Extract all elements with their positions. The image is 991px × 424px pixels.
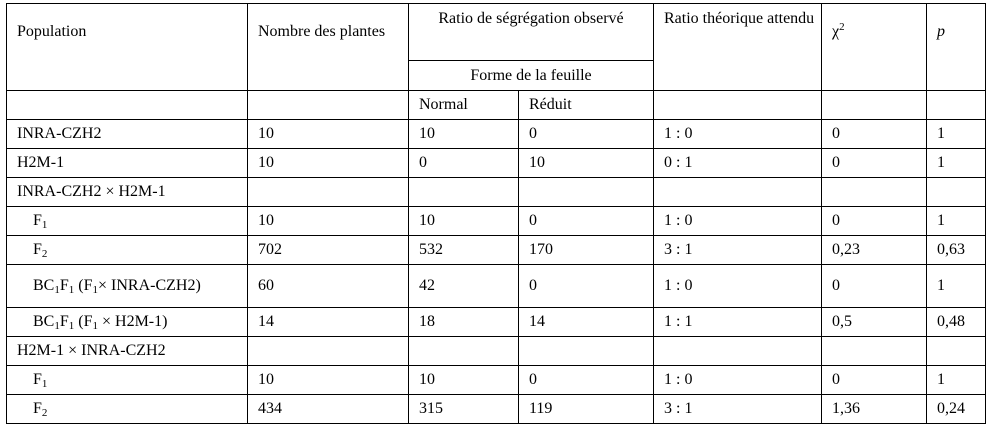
- cell-ratio: 3 : 1: [654, 236, 822, 265]
- cell-chi2: 0: [822, 366, 927, 395]
- cell-p: 0,48: [927, 308, 986, 337]
- cell-ratio: 1 : 1: [654, 308, 822, 337]
- header-ratio-theorique: Ratio théorique attendu: [654, 4, 822, 61]
- cell-chi2: 0: [822, 149, 927, 178]
- cell-p: 1: [927, 207, 986, 236]
- cell-population: $BC_1F_1$ ($F_1\times$ INRA-CZH2): [7, 265, 248, 308]
- header-cell-empty: [822, 61, 927, 91]
- header-cell-empty: [248, 61, 409, 91]
- cell-chi2: 0: [822, 120, 927, 149]
- table-row: [7, 207, 986, 236]
- header-cell-empty: [927, 61, 986, 91]
- cell-normal: 10: [409, 120, 519, 149]
- cell-nombre: 702: [248, 236, 409, 265]
- cell-normal: 18: [409, 308, 519, 337]
- header-nombre: Nombre des plantes: [248, 4, 409, 61]
- cell-empty: [654, 337, 822, 366]
- table-row: [7, 366, 986, 395]
- cell-p: 0,63: [927, 236, 986, 265]
- cell-empty: [409, 178, 519, 207]
- cell-chi2: 0: [822, 265, 927, 308]
- header-cell-empty: [822, 91, 927, 120]
- cell-normal: 315: [409, 395, 519, 424]
- table-row: [7, 236, 986, 265]
- table-row: [7, 265, 986, 308]
- cell-reduit: 119: [519, 395, 654, 424]
- cell-empty: [822, 337, 927, 366]
- header-cell-empty: [248, 91, 409, 120]
- cell-group-label: H2M-1 × INRA-CZH2: [7, 337, 248, 366]
- cell-empty: [248, 337, 409, 366]
- cell-chi2: 1,36: [822, 395, 927, 424]
- header-ratio-observe: Ratio de ségrégation observé: [409, 4, 654, 61]
- header-p: p: [927, 4, 986, 61]
- header-normal: Normal: [409, 91, 519, 120]
- cell-p: 0,24: [927, 395, 986, 424]
- cell-reduit: 170: [519, 236, 654, 265]
- table-row: [7, 149, 986, 178]
- cell-chi2: 0: [822, 207, 927, 236]
- cell-normal: 0: [409, 149, 519, 178]
- cell-ratio: 1 : 0: [654, 207, 822, 236]
- cell-empty: [248, 178, 409, 207]
- cell-chi2: 0,23: [822, 236, 927, 265]
- cell-nombre: 10: [248, 120, 409, 149]
- cell-reduit: 0: [519, 120, 654, 149]
- cell-ratio: 1 : 0: [654, 120, 822, 149]
- header-cell-empty: [927, 91, 986, 120]
- header-reduit: Réduit: [519, 91, 654, 120]
- cell-normal: 532: [409, 236, 519, 265]
- cell-empty: [927, 178, 986, 207]
- header-cell-empty: [654, 91, 822, 120]
- cell-nombre: 434: [248, 395, 409, 424]
- header-chi2: $\chi^2$: [822, 4, 927, 61]
- cell-reduit: 0: [519, 265, 654, 308]
- segregation-table: [6, 3, 986, 424]
- table-row-group: [7, 337, 986, 366]
- cell-nombre: 10: [248, 207, 409, 236]
- cell-ratio: 1 : 0: [654, 366, 822, 395]
- header-cell-empty: [654, 61, 822, 91]
- cell-nombre: 10: [248, 149, 409, 178]
- cell-ratio: 1 : 0: [654, 265, 822, 308]
- cell-empty: [927, 337, 986, 366]
- cell-empty: [519, 337, 654, 366]
- cell-empty: [822, 178, 927, 207]
- cell-population: H2M-1: [7, 149, 248, 178]
- cell-population: INRA-CZH2: [7, 120, 248, 149]
- cell-reduit: 14: [519, 308, 654, 337]
- header-forme-feuille: Forme de la feuille: [409, 61, 654, 91]
- cell-reduit: 10: [519, 149, 654, 178]
- table-row-group: [7, 178, 986, 207]
- cell-empty: [654, 178, 822, 207]
- cell-normal: 10: [409, 366, 519, 395]
- cell-nombre: 14: [248, 308, 409, 337]
- table-row: [7, 120, 986, 149]
- cell-ratio: 0 : 1: [654, 149, 822, 178]
- cell-population: $F_1$: [7, 207, 248, 236]
- cell-reduit: 0: [519, 366, 654, 395]
- header-cell-empty: [7, 61, 248, 91]
- cell-ratio: 3 : 1: [654, 395, 822, 424]
- cell-empty: [409, 337, 519, 366]
- cell-population: $F_2$: [7, 236, 248, 265]
- cell-empty: [519, 178, 654, 207]
- cell-chi2: 0,5: [822, 308, 927, 337]
- header-population: Population: [7, 4, 248, 61]
- cell-nombre: 60: [248, 265, 409, 308]
- cell-nombre: 10: [248, 366, 409, 395]
- cell-reduit: 0: [519, 207, 654, 236]
- cell-population: $BC_1F_1$ $(F_1 \times H2M-1)$: [7, 308, 248, 337]
- cell-population: $F_2$: [7, 395, 248, 424]
- cell-p: 1: [927, 366, 986, 395]
- cell-normal: 10: [409, 207, 519, 236]
- table-row: [7, 308, 986, 337]
- cell-p: 1: [927, 265, 986, 308]
- cell-normal: 42: [409, 265, 519, 308]
- cell-p: 1: [927, 120, 986, 149]
- cell-group-label: INRA-CZH2 × H2M-1: [7, 178, 248, 207]
- header-cell-empty: [7, 91, 248, 120]
- cell-population: $F_1$: [7, 366, 248, 395]
- cell-p: 1: [927, 149, 986, 178]
- table-row: [7, 395, 986, 424]
